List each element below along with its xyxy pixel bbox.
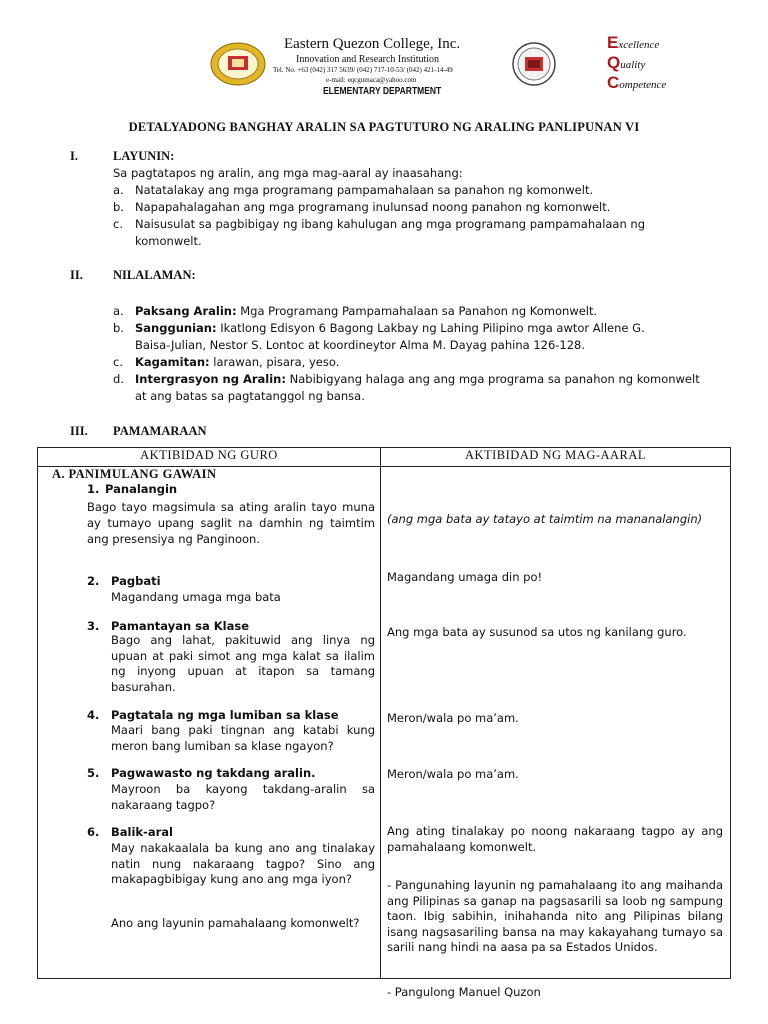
step-number: 2. xyxy=(87,574,100,588)
section-heading: PAMAMARAAN xyxy=(113,424,207,438)
step-title: Panalangin xyxy=(105,482,178,496)
teacher-text: Mayroon ba kayong takdang-aralin sa nakaraang tagpo? xyxy=(111,782,375,812)
section-number: I. xyxy=(70,149,78,163)
objective-item-cont: komonwelt. xyxy=(135,234,202,248)
step-number: 3. xyxy=(87,619,100,633)
document-title: DETALYADONG BANGHAY ARALIN SA PAGTUTURO NG ARALING PANLIPUNAN VI xyxy=(128,120,640,134)
objective-item: a. Natatalakay ang mga programang pampamahalaan sa panahon ng komonwelt. xyxy=(113,183,594,197)
student-response: Meron/wala po ma’am. xyxy=(387,767,519,781)
school-seal-left xyxy=(210,42,266,86)
section-number: II. xyxy=(70,268,83,282)
student-response: Ang ating tinalakay po noong nakaraang tagpo ay ang pamahalaang komonwelt. xyxy=(387,824,723,854)
school-seal-right xyxy=(512,42,556,86)
content-item: d. Intergrasyon ng Aralin: Nabibigyang halaga ang ang mga programa sa panahon ng komonwelt xyxy=(113,372,700,386)
motto-line: Excellence xyxy=(607,33,660,52)
step-title: Pagtatala ng mga lumiban sa klase xyxy=(111,708,339,722)
content-item: c. Kagamitan: larawan, pisara, yeso. xyxy=(113,355,340,369)
section-heading: LAYUNIN: xyxy=(113,149,175,163)
school-motto xyxy=(607,34,666,94)
lesson-activities-table xyxy=(37,447,731,999)
step-number: 5. xyxy=(87,766,100,780)
student-response: Magandang umaga din po! xyxy=(387,570,543,584)
step-number: 1. xyxy=(87,482,100,496)
step-number: 6. xyxy=(87,825,100,839)
column-header-student: AKTIBIDAD NG MAG-AARAL xyxy=(381,448,731,467)
department-name: ELEMENTARY DEPARTMENT xyxy=(323,86,442,97)
step-title: Pagwawasto ng takdang aralin. xyxy=(111,766,316,780)
content-item: b. Sanggunian: Ikatlong Edisyon 6 Bagong Lakbay ng Lahing Pilipino mga awtor Allene G. xyxy=(113,321,645,335)
content-item-cont: at ang batas sa pagtatanggol ng bansa. xyxy=(135,389,365,403)
objective-item: c. Naisusulat sa pagbibigay ng ibang kahulugan ang mga programang pampamahalaan ng xyxy=(113,217,646,231)
step-title: Balik-aral xyxy=(111,825,173,839)
objective-item: b. Napapahalagahan ang mga programang inulunsad noong panahon ng komonwelt. xyxy=(113,200,611,214)
column-header-teacher: AKTIBIDAD NG GURO xyxy=(38,448,381,467)
student-response: (ang mga bata ay tatayo at taimtim na mananalangin) xyxy=(387,512,703,526)
section-number: III. xyxy=(70,424,88,438)
school-tagline: Innovation and Research Institution xyxy=(296,54,440,65)
part-heading: A. PANIMULANG GAWAIN xyxy=(52,467,217,481)
teacher-text: Maari bang paki tingnan ang katabi kung meron bang lumiban sa klase ngayon? xyxy=(111,723,375,753)
objectives-list xyxy=(113,165,733,250)
content-item-cont: Baisa-Julian, Nestor S. Lontoc at koordineytor Alma M. Dayag pahina 126-128. xyxy=(135,338,586,352)
step-number: 4. xyxy=(87,708,100,722)
teacher-text: Magandang umaga mga bata xyxy=(111,590,281,604)
school-email: e-mail: eqcgumaca@yahoo.com xyxy=(326,76,417,84)
content-list xyxy=(113,303,743,405)
teacher-question: Ano ang layunin pamahalaang komonwelt? xyxy=(111,916,360,930)
school-telephone: Tel. No. +63 (042) 317 5639/ (042) 717-10-53/ (042) 421-14-49 xyxy=(273,66,453,74)
student-response: - Pangulong Manuel Quzon xyxy=(387,985,541,999)
step-title: Pagbati xyxy=(111,574,161,588)
motto-line: Competence xyxy=(607,73,667,92)
teacher-text: Bago tayo magsimula sa ating aralin tayo muna ay tumayo upang saglit na damhin ng taimtim ang presensiya ng Panginoon. xyxy=(87,500,375,546)
teacher-text: Bago ang lahat, pakituwid ang linya ng upuan at paki simot ang mga kalat sa ilalim ng inyong upuan at itapon sa tamang basurahan. xyxy=(111,633,375,694)
student-response: Meron/wala po ma’am. xyxy=(387,711,519,725)
student-response: Ang mga bata ay susunod sa utos ng kanilang guro. xyxy=(387,625,687,639)
school-name: Eastern Quezon College, Inc. xyxy=(284,36,461,52)
content-item: a. Paksang Aralin: Mga Programang Pampamahalaan sa Panahon ng Komonwelt. xyxy=(113,304,598,318)
teacher-activity-cell xyxy=(38,467,381,979)
motto-line: Quality xyxy=(607,53,646,72)
objectives-intro: Sa pagtatapos ng aralin, ang mga mag-aaral ay inaasahang: xyxy=(113,166,463,180)
step-title: Pamantayan sa Klase xyxy=(111,619,250,633)
student-response: - Pangunahing layunin ng pamahalaang ito ang maihanda ang Pilipinas sa ganap na pagsasarili sa loob ng sampung taon. Ibig sabihin, inihahanda nito ang Pilipinas bilang isang nagsasariling bansa na may kakayahang tumayo sa sarili nang hindi na aasa pa sa Estados Unidos. xyxy=(387,878,723,954)
student-activity-cell xyxy=(381,467,731,999)
teacher-text: May nakakaalala ba kung ano ang tinalakay natin nung nakaraang tagpo? Sino ang makapagbibigay kung ano ang mga iyon? xyxy=(111,841,375,886)
section-heading: NILALAMAN: xyxy=(113,268,196,282)
